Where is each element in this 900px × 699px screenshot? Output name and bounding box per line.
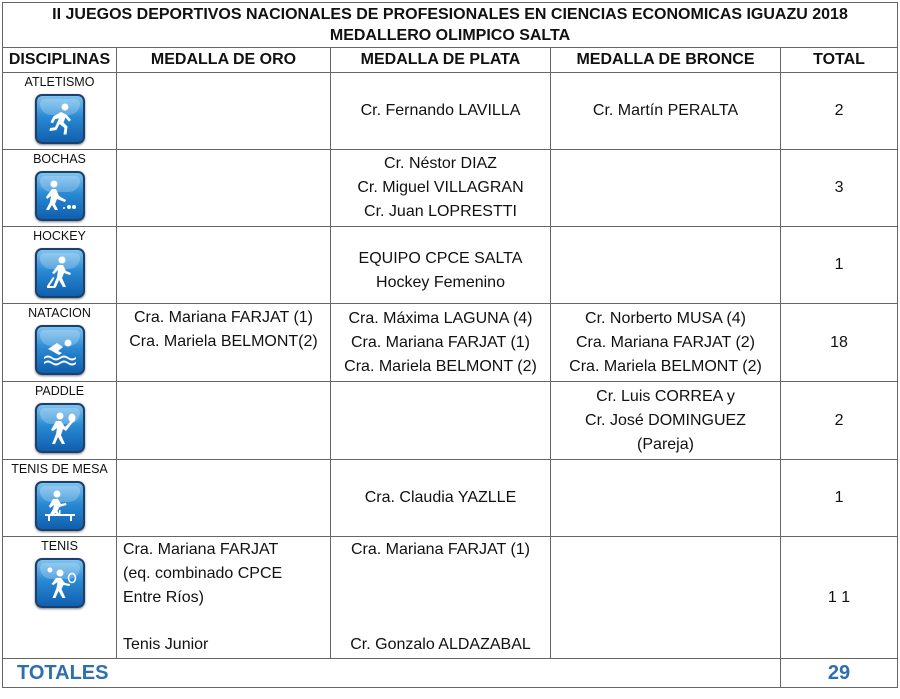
total-cell: 1 [781,227,898,304]
silver-cell [331,460,551,537]
header-disciplinas: DISCIPLINAS [3,48,117,73]
medalist-name: Cra. Claudia YAZLLE [364,489,517,506]
medalist-name: Cr. Néstor DIAZ [384,155,497,172]
bronze-cell [551,150,781,227]
table-row [3,460,898,537]
total-cell: 18 [781,304,898,382]
medalist-name: Cr. José DOMINGUEZ [585,411,746,429]
header-total: TOTAL [781,48,898,73]
silver-cell [331,227,551,304]
totals-label: TOTALES [3,659,781,688]
total-value: 1 [827,589,837,606]
totals-row [3,659,898,688]
medalist-name: Cr. Gonzalo ALDAZABAL [350,636,531,653]
medalist-name: Entre Ríos) [123,589,204,606]
discipline-name: NATACION [28,306,91,320]
bronze-cell [551,537,781,659]
bronze-cell [551,227,781,304]
medalist-name: Cr. Fernando LAVILLA [360,102,521,119]
silver-cell [331,150,551,227]
discipline-name: TENIS [41,539,78,553]
bronze-cell [551,382,781,460]
table-row [3,73,898,150]
medalist-name: EQUIPO CPCE SALTA [358,250,523,267]
medalist-name: Cr. Martín PERALTA [592,102,739,119]
total-cell: 1 [781,460,898,537]
total-cell: 2 [781,382,898,460]
header-row [3,48,898,73]
gold-cell [117,537,331,659]
bronze-cell [551,304,781,382]
table-tennis-icon [35,481,85,531]
silver-cell [331,537,551,659]
medalist-name: Cra. Mariela BELMONT (2) [344,357,537,375]
header-oro: MEDALLA DE ORO [117,48,331,73]
total-cell: 2 [781,73,898,150]
discipline-cell [3,382,117,460]
table-row [3,304,898,382]
medalist-name: Cra. Mariana FARJAT (1) [350,541,530,558]
discipline-name: HOCKEY [33,229,86,243]
hockey-icon [35,248,85,298]
gold-cell [117,73,331,150]
discipline-cell [3,460,117,537]
paddle-icon [35,403,85,453]
medalist-name: Hockey Femenino [376,274,505,291]
medalist-name: Cra. Mariana FARJAT (1) [133,309,313,326]
medalist-name: Cr. Juan LOPRESTTI [364,203,517,220]
discipline-cell [3,304,117,382]
medalist-name: Cr. Norberto MUSA (4) [585,309,746,327]
medal-table [2,2,898,688]
table-row [3,150,898,227]
bocce-icon [35,171,85,221]
gold-cell [117,150,331,227]
discipline-cell [3,73,117,150]
running-icon [35,94,85,144]
medalist-name: Cra. Máxima LAGUNA (4) [348,309,533,327]
gold-cell [117,460,331,537]
medalist-name: (Pareja) [637,435,694,453]
gold-cell [117,304,331,382]
medalist-name: Cra. Mariana FARJAT (2) [575,333,755,351]
silver-cell [331,382,551,460]
table-title [3,3,898,48]
totals-value: 29 [781,659,898,688]
discipline-name: BOCHAS [33,152,86,166]
total-cell: 3 [781,150,898,227]
medalist-name: Cra. Mariela BELMONT (2) [569,357,762,375]
discipline-name: PADDLE [34,384,85,398]
tennis-icon [35,558,85,608]
bronze-cell [551,460,781,537]
table-row [3,382,898,460]
title-line-1: II JUEGOS DEPORTIVOS NACIONALES DE PROFESIONALES EN CIENCIAS ECONOMICAS IGUAZU 2018 [52,6,848,23]
medalist-name: Cra. Mariana FARJAT (1) [350,333,530,351]
medalist-name: Cra. Mariana FARJAT [123,541,279,558]
silver-cell [331,73,551,150]
discipline-name: TENIS DE MESA [11,462,108,476]
title-row [3,3,898,48]
swimming-icon [35,325,85,375]
table-row [3,227,898,304]
bronze-cell [551,73,781,150]
gold-cell [117,382,331,460]
medalist-name: Cra. Mariela BELMONT(2) [129,333,318,350]
discipline-cell [3,537,117,659]
title-line-2: MEDALLERO OLIMPICO SALTA [329,27,571,44]
header-bronce: MEDALLA DE BRONCE [551,48,781,73]
medalist-name: Cr. Miguel VILLAGRAN [357,179,524,196]
discipline-name: ATLETISMO [24,75,95,89]
silver-cell [331,304,551,382]
medalist-name: (eq. combinado CPCE [123,565,283,582]
table-row [3,537,898,659]
medalist-name: Cr. Luis CORREA y [596,387,735,405]
gold-cell [117,227,331,304]
total-cell [781,537,898,659]
medalist-category: Tenis Junior [123,636,209,653]
header-plata: MEDALLA DE PLATA [331,48,551,73]
total-value: 1 [841,589,851,606]
discipline-cell [3,227,117,304]
discipline-cell [3,150,117,227]
